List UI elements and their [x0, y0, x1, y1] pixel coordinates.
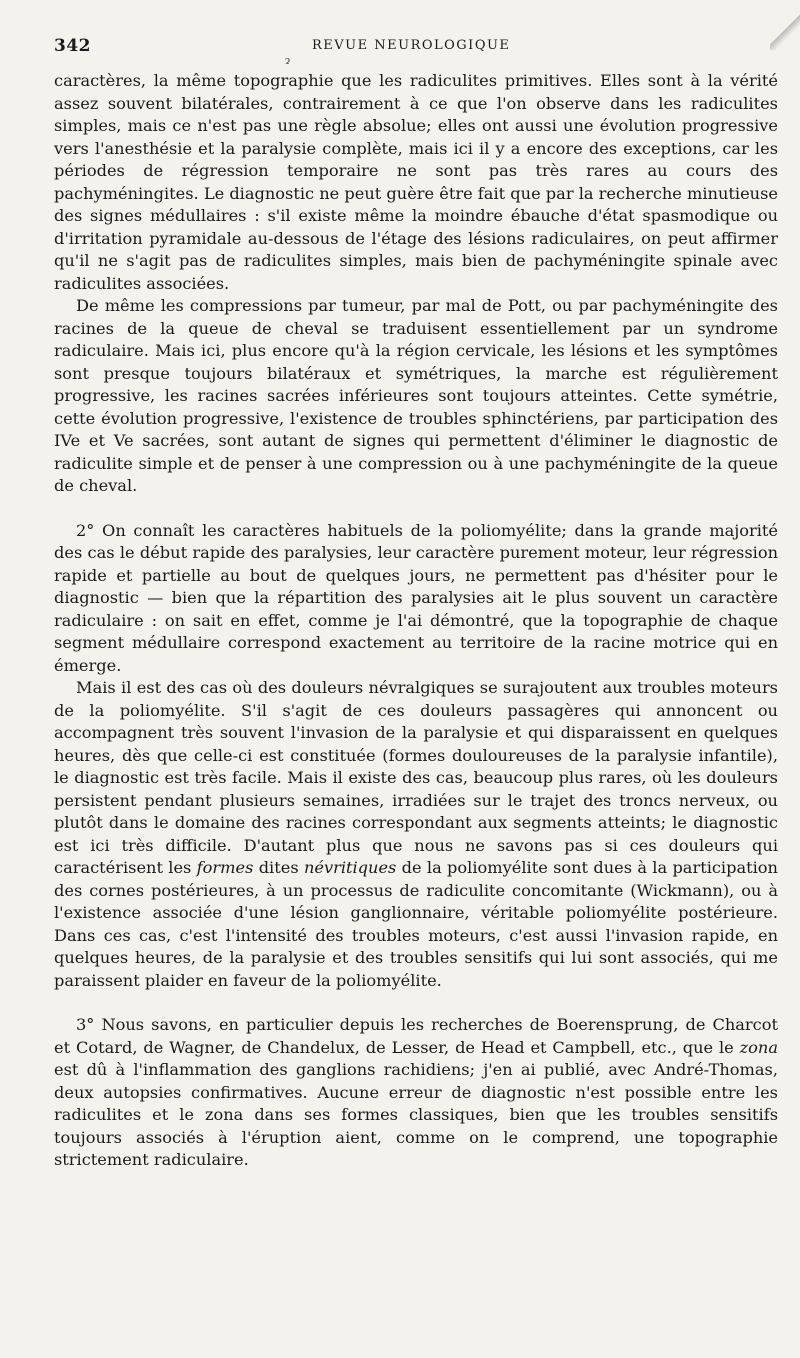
- paragraph-1: caractères, la même topographie que les radiculites primitives. Elles sont à la vérité assez souvent bilatérales, contrairement à ce que l'on observe dans les radiculites simples, mais ce n'est pas une règle absolue; elles ont aussi une évolution progressive vers l'anesthésie et la paralysie complète, mais ici il y a encore des exceptions, car les périodes de régression temporaire ne sont pas très rares au cours des pachyméningites. Le diagnostic ne peut guère être fait que par la recherche minutieuse des signes médullaires : s'il existe même la moindre ébauche d'état spasmodique ou d'irritation pyramidale au-dessous de l'étage des lésions radiculaires, on peut affirmer qu'il ne s'agit pas de radiculites simples, mais bien de pachyméningite spinale avec radiculites associées.: [54, 71, 778, 293]
- page-number: 342: [54, 36, 91, 56]
- paragraph-5-italic-zona: zona: [739, 1037, 778, 1057]
- section-gap: [54, 498, 778, 520]
- paragraph-4-italic-nevritiques: névritiques: [303, 858, 397, 877]
- page-corner-shadow: [770, 0, 800, 50]
- paragraph-4: [54, 677, 778, 992]
- paragraph-5-part-b: est dû à l'inflammation des ganglions rachidiens; j'en ai publié, avec André-Thomas, deux autopsies confirmatives. Aucune erreur de diagnostic n'est possible entre les radiculites et le zona dans ses formes classiques, bien que les troubles sensitifs toujours associés à l'éruption aient, comme on le comprend, une topographie strictement radiculaire.: [54, 1060, 778, 1169]
- ink-speck-decoration: ɂ: [285, 54, 291, 67]
- paragraph-5-part-a: 3° Nous savons, en particulier depuis les recherches de Boerensprung, de Charcot et Cotard, de Wagner, de Chandelux, de Lesser, de Head et Campbell, etc., que le: [54, 1015, 778, 1057]
- paragraph-4-part-c: de la poliomyélite sont dues à la participation des cornes postérieures, à un processus de radiculite concomitante (Wickmann), ou à l'existence associée d'une lésion ganglionnaire, véritable poliomyélite postérieure. Dans ces cas, c'est l'intensité des troubles moteurs, c'est aussi l'invasion rapide, en quelques heures, de la paralysie et des troubles sensitifs qui lui sont associés, qui me paraissent plaider en faveur de la poliomyélite.: [54, 858, 778, 990]
- paragraph-5: [54, 1014, 778, 1172]
- paragraph-4-italic-formes: formes: [196, 858, 254, 877]
- paragraph-4-part-a: Mais il est des cas où des douleurs névralgiques se surajoutent aux troubles moteurs de la poliomyélite. S'il s'agit de ces douleurs passagères qui annoncent ou accompagnent très souvent l'invasion de la paralysie et qui disparaissent en quelques heures, dès que celle-ci est constituée (formes douloureuses de la paralysie infantile), le diagnostic est très facile. Mais il existe des cas, beaucoup plus rares, où les douleurs persistent pendant plusieurs semaines, irradiées sur le trajet des troncs nerveux, ou plutôt dans le domaine des racines correspondant aux segments atteints; le diagnostic est ici très difficile. D'autant plus que nous ne savons pas si ces douleurs qui caractérisent les: [54, 678, 778, 877]
- paragraph-3: 2° On connaît les caractères habituels de la poliomyélite; dans la grande majorité des cas le début rapide des paralysies, leur caractère purement moteur, leur régression rapide et partielle au bout de quelques jours, ne permettent pas d'hésiter pour le diagnostic — bien que la répartition des paralysies ait le plus souvent un caractère radiculaire : on sait en effet, comme je l'ai démontré, que la topographie de chaque segment médullaire correspond exactement au territoire de la racine motrice qui en émerge.: [54, 520, 778, 675]
- section-gap: [54, 992, 778, 1014]
- page-header: [54, 30, 778, 70]
- paragraph-2: De même les compressions par tumeur, par mal de Pott, ou par pachyméningite des racines de la queue de cheval se traduisent essentiellement par un syndrome radiculaire. Mais ici, plus encore qu'à la région cervicale, les lésions et les symptômes sont presque toujours bilatéraux et symétriques, la marche est régulièrement progressive, les racines sacrées inférieures sont toujours atteintes. Cette symétrie, cette évolution progressive, l'existence de troubles sphinctériens, par participation des IVe et Ve sacrées, sont autant de signes qui permettent d'éliminer le diagnostic de radiculite simple et de penser à une compression ou à une pachyméningite de la queue de cheval.: [54, 296, 778, 495]
- paragraph-4-part-b: dites: [253, 858, 304, 877]
- running-head: REVUE NEUROLOGIQUE: [312, 38, 511, 53]
